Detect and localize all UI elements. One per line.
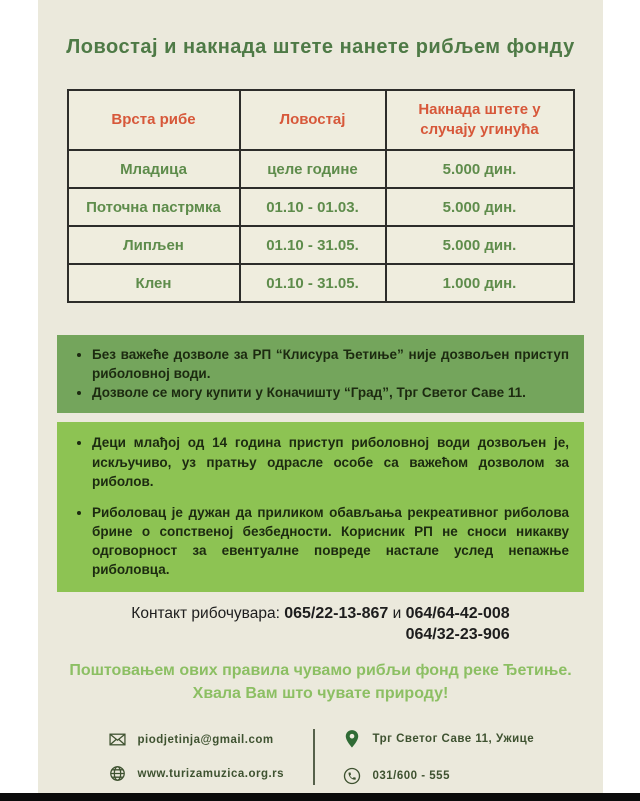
contact-phone-3: 064/32-23-906 bbox=[405, 625, 510, 643]
closing-line-1: Поштовањем ових правила чувамо рибљи фонд реке Ђетиње. bbox=[69, 661, 572, 679]
cell-fish-name: Липљен bbox=[68, 226, 240, 264]
address-text: Трг Светог Саве 11, Ужице bbox=[372, 733, 535, 746]
table-row bbox=[68, 188, 574, 226]
header-compensation: Накнада штете у случају угинућа bbox=[386, 90, 574, 150]
contact-inner bbox=[131, 605, 509, 644]
bullet-item: • Дозволе се могу купити у Коначишту “Град”, Трг Светог Саве 11. bbox=[92, 383, 569, 402]
cell-fish-name: Поточна пастрмка bbox=[68, 188, 240, 226]
fish-table-wrapper bbox=[38, 89, 603, 303]
footer-left-column bbox=[109, 731, 299, 782]
notice-safety-list bbox=[72, 433, 569, 579]
email-item bbox=[109, 731, 299, 748]
cell-fee: 5.000 дин. bbox=[386, 188, 574, 226]
cell-fee: 1.000 дин. bbox=[386, 264, 574, 302]
phone-icon bbox=[343, 767, 361, 785]
notice-safety bbox=[57, 422, 584, 591]
header-fish-type: Врста рибе bbox=[68, 90, 240, 150]
table-row bbox=[68, 264, 574, 302]
bullet-item: • Деци млађој од 14 година приступ риболовној води дозвољен је, искључиво, уз пратњу одрасле особе са важећом дозволом за риболов. bbox=[92, 433, 569, 490]
cell-fish-name: Клен bbox=[68, 264, 240, 302]
bullet-item: • Риболовац је дужан да приликом обављања рекреативног риболова брине о сопственој безбедности. Корисник РП не сноси никакву одговорност за евентуалне повреде настале услед непажње риболовца. bbox=[92, 503, 569, 580]
closing-line-2: Хвала Вам што чувате природу! bbox=[192, 684, 449, 702]
footer-divider bbox=[313, 729, 315, 785]
table-row bbox=[68, 226, 574, 264]
bottom-bar bbox=[0, 793, 640, 801]
location-pin-icon bbox=[343, 729, 361, 750]
contact-line-2 bbox=[131, 626, 509, 644]
contact-line-1 bbox=[131, 605, 509, 623]
bullet-item: • Без важеће дозволе за РП “Клисура Ђетиње” није дозвољен приступ риболовној води. bbox=[92, 345, 569, 383]
cell-fee: 5.000 дин. bbox=[386, 226, 574, 264]
address-item bbox=[343, 729, 533, 750]
table-row bbox=[68, 150, 574, 188]
contact-conjunction: и bbox=[392, 604, 402, 622]
table-header-row bbox=[68, 90, 574, 150]
website-text: www.turizamuzica.org.rs bbox=[137, 767, 285, 780]
phone-item bbox=[343, 767, 533, 785]
cell-season: целе године bbox=[240, 150, 386, 188]
contact-block bbox=[38, 605, 603, 644]
footer-right-column bbox=[343, 729, 533, 785]
cell-fish-name: Младица bbox=[68, 150, 240, 188]
fish-table bbox=[67, 89, 575, 303]
contact-phone-2: 064/64-42-008 bbox=[405, 604, 510, 622]
flyer-page bbox=[38, 0, 603, 793]
globe-icon bbox=[109, 765, 126, 782]
envelope-icon bbox=[109, 731, 126, 748]
closing-message bbox=[38, 659, 603, 705]
cell-season: 01.10 - 31.05. bbox=[240, 264, 386, 302]
footer-contact-bar bbox=[38, 729, 603, 785]
email-text: piodjetinja@gmail.com bbox=[137, 733, 274, 746]
cell-season: 01.10 - 01.03. bbox=[240, 188, 386, 226]
notice-permits bbox=[57, 335, 584, 413]
contact-phone-1: 065/22-13-867 bbox=[284, 604, 389, 622]
header-closed-season: Ловостај bbox=[240, 90, 386, 150]
cell-season: 01.10 - 31.05. bbox=[240, 226, 386, 264]
contact-label: Контакт рибочувара: bbox=[131, 604, 280, 622]
website-item bbox=[109, 765, 299, 782]
notice-permits-list bbox=[72, 345, 569, 402]
phone-text: 031/600 - 555 bbox=[372, 769, 450, 782]
flyer-title: Ловостај и накнада штете нанете рибљем фонду bbox=[66, 36, 575, 58]
cell-fee: 5.000 дин. bbox=[386, 150, 574, 188]
